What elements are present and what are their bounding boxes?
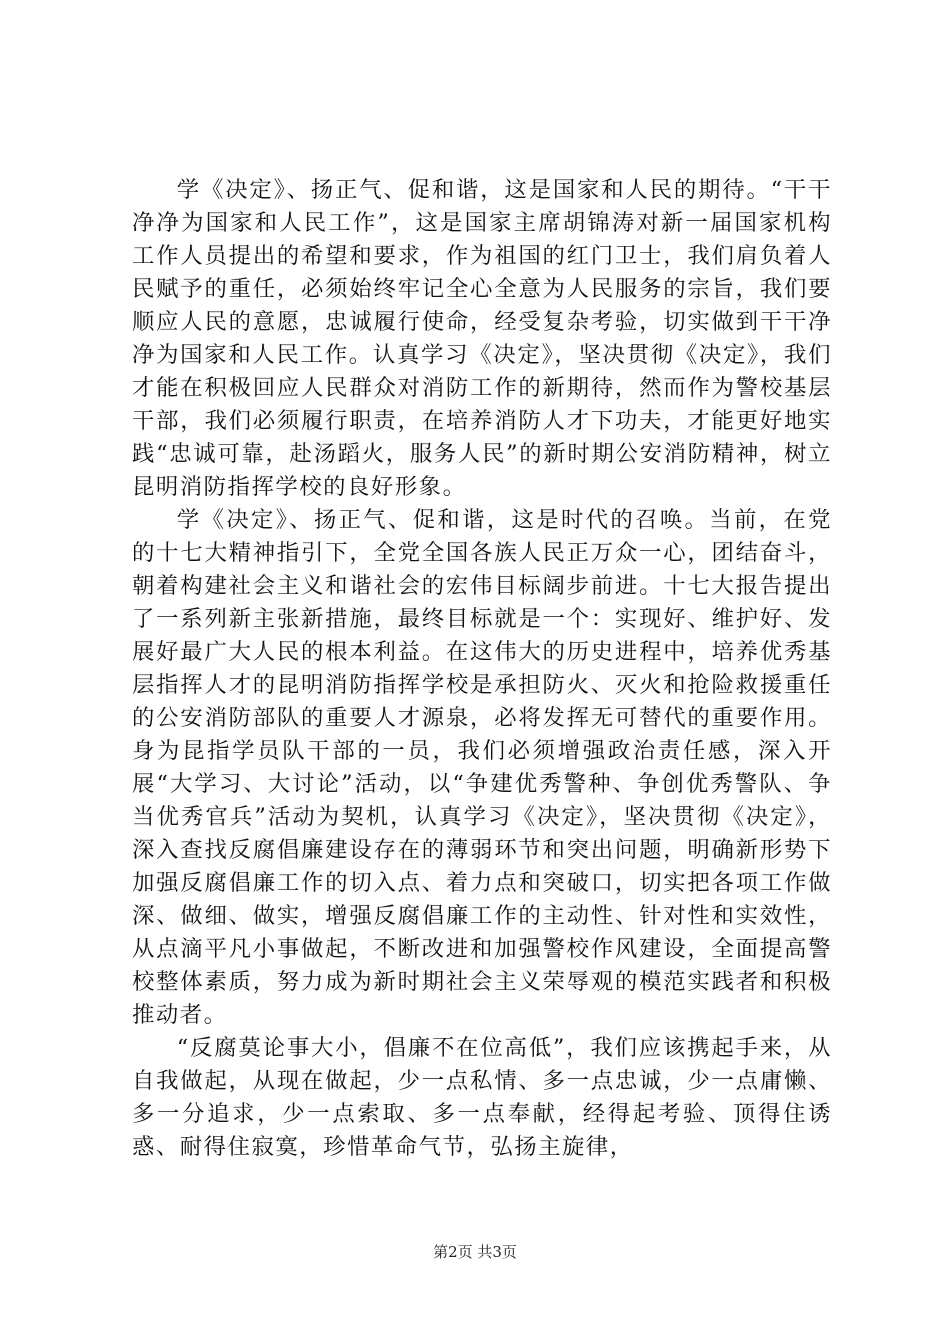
paragraph-3: “反腐莫论事大小，倡廉不在位高低”，我们应该携起手来，从自我做起，从现在做起，少一点私情、多一点忠诚，少一点庸懒、多一分追求，少一点索取、多一点奉献，经得起考验、顶得住诱惑、耐得住寂寞，珍惜革命气节，弘扬主旋律， <box>132 1035 832 1160</box>
paragraph-2: 学《决定》、扬正气、促和谐，这是时代的召唤。当前，在党的十七大精神指引下，全党全国各族人民正万众一心，团结奋斗，朝着构建社会主义和谐社会的宏伟目标阔步前进。十七大报告提出了一系列新主张新措施，最终目标就是一个：实现好、维护好、发展好最广大人民的根本利益。在这伟大的历史进程中，培养优秀基层指挥人才的昆明消防指挥学校是承担防火、灭火和抢险救援重任的公安消防部队的重要人才源泉，必将发挥无可替代的重要作用。身为昆指学员队干部的一员，我们必须增强政治责任感，深入开展“大学习、大讨论”活动，以“争建优秀警种、争创优秀警队、争当优秀官兵”活动为契机，认真学习《决定》，坚决贯彻《决定》，深入查找反腐倡廉建设存在的薄弱环节和突出问题，明确新形势下加强反腐倡廉工作的切入点、着力点和突破口，切实把各项工作做深、做细、做实，增强反腐倡廉工作的主动性、针对性和实效性，从点滴平凡小事做起，不断改进和加强警校作风建设，全面提高警校整体素质，努力成为新时期社会主义荣辱观的模范实践者和积极推动者。 <box>132 507 832 1028</box>
paragraph-1: 学《决定》、扬正气、促和谐，这是国家和人民的期待。“干干净净为国家和人民工作”，这是国家主席胡锦涛对新一届国家机构工作人员提出的希望和要求，作为祖国的红门卫士，我们肩负着人民赋予的重任，必须始终牢记全心全意为人民服务的宗旨，我们要顺应人民的意愿，忠诚履行使命，经受复杂考验，切实做到干干净净为国家和人民工作。认真学习《决定》，坚决贯彻《决定》，我们才能在积极回应人民群众对消防工作的新期待，然而作为警校基层干部，我们必须履行职责，在培养消防人才下功夫，才能更好地实践“忠诚可靠，赴汤蹈火，服务人民”的新时期公安消防精神，树立昆明消防指挥学校的良好形象。 <box>132 177 832 500</box>
document-body <box>132 174 832 1164</box>
page-number-footer: 第2页 共3页 <box>433 1243 517 1261</box>
